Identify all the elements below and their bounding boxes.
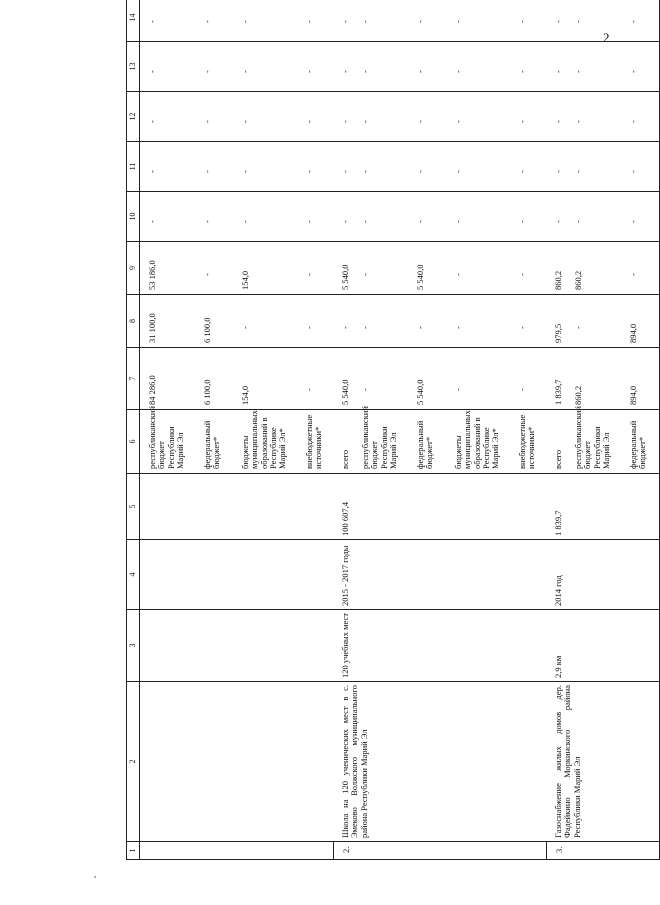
funding-value: 6 100,0 bbox=[202, 317, 212, 343]
funding-value: - bbox=[360, 326, 370, 329]
funding-sources-cell bbox=[546, 406, 660, 474]
funding-value: - bbox=[240, 220, 250, 223]
funding-value: - bbox=[517, 170, 527, 173]
funding-value: 860,2 bbox=[573, 385, 583, 405]
value-cell bbox=[140, 192, 334, 242]
funding-source: республиканский бюджет Республики Марий Эл bbox=[147, 406, 186, 469]
funding-value: - bbox=[340, 20, 350, 23]
funding-value: - bbox=[628, 220, 638, 223]
funding-value: - bbox=[340, 326, 350, 329]
funding-value: - bbox=[360, 388, 370, 391]
funding-source: федеральный бюджет* bbox=[202, 420, 222, 469]
funding-value: 5 540,0 bbox=[415, 379, 425, 405]
value-cell bbox=[140, 42, 334, 92]
funding-value: 6 100,0 bbox=[202, 379, 212, 405]
col-header: 2 bbox=[127, 682, 140, 842]
col-header: 13 bbox=[127, 42, 140, 92]
funding-value: - bbox=[553, 20, 563, 23]
funding-value: - bbox=[240, 326, 250, 329]
funding-source: федеральный бюджет* bbox=[415, 420, 435, 469]
value-cell bbox=[546, 348, 660, 410]
funding-value: 53 186,0 bbox=[147, 260, 157, 290]
funding-value: - bbox=[453, 326, 463, 329]
funding-value: - bbox=[340, 120, 350, 123]
funding-value: - bbox=[360, 20, 370, 23]
funding-value: - bbox=[304, 170, 314, 173]
funding-value: - bbox=[415, 20, 425, 23]
funding-sources-cell bbox=[333, 406, 546, 474]
value-cell bbox=[546, 42, 660, 92]
row-number bbox=[140, 842, 334, 860]
funding-value: - bbox=[415, 70, 425, 73]
funding-value: - bbox=[573, 326, 583, 329]
funding-value: - bbox=[147, 220, 157, 223]
funding-value: 5 540,0 bbox=[415, 264, 425, 290]
object-name bbox=[140, 682, 334, 842]
col-header: 10 bbox=[127, 192, 140, 242]
col-header: 12 bbox=[127, 92, 140, 142]
value-cell bbox=[333, 192, 546, 242]
funding-value: 5 540,0 bbox=[340, 264, 350, 290]
funding-value: - bbox=[517, 20, 527, 23]
estimated-cost: 100 607,4 bbox=[333, 474, 546, 540]
col-header: 1 bbox=[127, 842, 140, 860]
value-cell bbox=[546, 192, 660, 242]
funding-value: - bbox=[147, 170, 157, 173]
funding-value: - bbox=[453, 273, 463, 276]
funding-value: - bbox=[553, 220, 563, 223]
funding-value: - bbox=[360, 220, 370, 223]
funding-value: - bbox=[453, 388, 463, 391]
funding-value: - bbox=[147, 20, 157, 23]
estimated-cost: 1 839,7 bbox=[546, 474, 660, 540]
financing-table bbox=[126, 0, 660, 860]
funding-value: 1 839,7 bbox=[553, 379, 563, 405]
funding-value: 894,0 bbox=[628, 323, 638, 343]
funding-value: - bbox=[360, 70, 370, 73]
funding-value: - bbox=[453, 20, 463, 23]
funding-value: 5 540,0 bbox=[340, 379, 350, 405]
funding-value: - bbox=[453, 120, 463, 123]
value-cell bbox=[546, 295, 660, 348]
funding-sources-cell bbox=[140, 406, 334, 474]
value-cell bbox=[333, 348, 546, 410]
funding-value: - bbox=[304, 326, 314, 329]
value-cell bbox=[333, 242, 546, 295]
funding-source: бюджеты муниципальных образований в Республике Марий Эл* bbox=[453, 410, 501, 469]
table-row bbox=[546, 0, 660, 860]
col-header: 5 bbox=[127, 474, 140, 540]
value-cell bbox=[140, 0, 334, 42]
funding-source: республиканский бюджет Республики Марий Эл bbox=[573, 406, 612, 469]
col-header: 3 bbox=[127, 610, 140, 682]
estimated-cost bbox=[140, 474, 334, 540]
col-header: 7 bbox=[127, 348, 140, 410]
value-cell bbox=[140, 348, 334, 410]
rotated-table-wrapper bbox=[126, 13, 648, 860]
value-cell bbox=[333, 142, 546, 192]
funding-value: - bbox=[628, 70, 638, 73]
funding-value: - bbox=[553, 170, 563, 173]
funding-value: - bbox=[202, 220, 212, 223]
funding-value: - bbox=[517, 120, 527, 123]
funding-value: - bbox=[553, 120, 563, 123]
value-cell bbox=[546, 242, 660, 295]
value-cell bbox=[333, 92, 546, 142]
funding-source: внебюджетные источники* bbox=[517, 414, 537, 469]
construction-period: 2015 - 2017 годы bbox=[333, 540, 546, 610]
funding-value: - bbox=[453, 170, 463, 173]
funding-value: - bbox=[553, 70, 563, 73]
funding-value: - bbox=[517, 388, 527, 391]
funding-value: - bbox=[304, 120, 314, 123]
value-cell bbox=[546, 0, 660, 45]
row-number: 2. bbox=[333, 842, 546, 860]
funding-value: - bbox=[340, 70, 350, 73]
funding-value: 979,5 bbox=[553, 323, 563, 343]
funding-source: всего bbox=[553, 449, 563, 469]
value-cell bbox=[546, 92, 660, 142]
funding-value: - bbox=[240, 70, 250, 73]
funding-value: - bbox=[573, 120, 583, 123]
funding-value: - bbox=[202, 20, 212, 23]
funding-value: - bbox=[304, 20, 314, 23]
value-cell bbox=[140, 242, 334, 295]
row-number: 3. bbox=[546, 842, 660, 860]
funding-value: - bbox=[360, 120, 370, 123]
funding-value: - bbox=[415, 120, 425, 123]
funding-source: республиканский бюджет Республики Марий Эл bbox=[360, 406, 399, 469]
funding-source: бюджеты муниципальных образований в Республике Марий Эл* bbox=[240, 410, 288, 469]
funding-value: - bbox=[360, 273, 370, 276]
funding-value: - bbox=[240, 170, 250, 173]
funding-value: 154,0 bbox=[240, 270, 250, 290]
funding-value: - bbox=[517, 326, 527, 329]
col-header: 11 bbox=[127, 142, 140, 192]
object-name: Школа на 120 ученических мест в с. Эмеково Волжского муниципального района Республики Марий Эл bbox=[333, 682, 546, 842]
col-header: 14 bbox=[127, 0, 140, 42]
value-cell bbox=[333, 42, 546, 92]
funding-value: - bbox=[517, 70, 527, 73]
funding-value: 894,0 bbox=[628, 385, 638, 405]
table-body bbox=[140, 0, 660, 860]
funding-value: - bbox=[628, 170, 638, 173]
funding-value: - bbox=[360, 170, 370, 173]
funding-value: - bbox=[573, 220, 583, 223]
value-cell bbox=[546, 142, 660, 192]
funding-value: - bbox=[202, 170, 212, 173]
funding-value: - bbox=[147, 120, 157, 123]
funding-value: - bbox=[304, 388, 314, 391]
funding-value: - bbox=[202, 273, 212, 276]
value-cell bbox=[333, 0, 546, 42]
funding-value: 860,2 bbox=[553, 270, 563, 290]
funding-value: - bbox=[202, 120, 212, 123]
funding-source: всего bbox=[340, 449, 350, 469]
funding-value: - bbox=[240, 120, 250, 123]
col-header: 4 bbox=[127, 540, 140, 610]
construction-period bbox=[140, 540, 334, 610]
value-cell bbox=[140, 142, 334, 192]
funding-value: - bbox=[517, 273, 527, 276]
funding-source: федеральный бюджет* bbox=[628, 420, 648, 469]
funding-value: 31 100,0 bbox=[147, 313, 157, 343]
funding-value: - bbox=[147, 70, 157, 73]
object-capacity: 120 учебных мест bbox=[333, 610, 546, 682]
funding-value: - bbox=[628, 20, 638, 23]
funding-value: - bbox=[453, 70, 463, 73]
col-header: 6 bbox=[127, 410, 140, 474]
funding-value: - bbox=[628, 273, 638, 276]
header-row bbox=[127, 0, 140, 860]
object-capacity: 2,9 км bbox=[546, 610, 660, 682]
object-name: Газоснабжение жилых домов дер. Фадейкино Моркинского района Республики Марий Эл bbox=[546, 682, 660, 842]
funding-value: - bbox=[415, 326, 425, 329]
table-row bbox=[140, 0, 334, 860]
funding-value: - bbox=[415, 220, 425, 223]
object-capacity bbox=[140, 610, 334, 682]
funding-value: - bbox=[340, 220, 350, 223]
value-cell bbox=[140, 295, 334, 348]
funding-value: - bbox=[573, 70, 583, 73]
funding-value: - bbox=[304, 273, 314, 276]
construction-period: 2014 год bbox=[546, 540, 660, 610]
funding-value: - bbox=[453, 220, 463, 223]
funding-value: 860,2 bbox=[573, 270, 583, 290]
funding-value: - bbox=[415, 170, 425, 173]
funding-value: - bbox=[304, 70, 314, 73]
funding-value: - bbox=[240, 20, 250, 23]
page-number: 2 bbox=[603, 30, 610, 45]
value-cell bbox=[140, 92, 334, 142]
funding-source: внебюджетные источники* bbox=[304, 414, 324, 469]
funding-value: 154,0 bbox=[240, 385, 250, 405]
col-header: 8 bbox=[127, 295, 140, 348]
table-row bbox=[333, 0, 546, 860]
funding-value: - bbox=[340, 170, 350, 173]
funding-value: - bbox=[573, 170, 583, 173]
col-header: 9 bbox=[127, 242, 140, 295]
funding-value: - bbox=[304, 220, 314, 223]
funding-value: - bbox=[202, 70, 212, 73]
funding-value: - bbox=[573, 20, 583, 23]
value-cell bbox=[333, 295, 546, 348]
funding-value: - bbox=[628, 120, 638, 123]
funding-value: 84 286,0 bbox=[147, 375, 157, 405]
funding-value: - bbox=[517, 220, 527, 223]
